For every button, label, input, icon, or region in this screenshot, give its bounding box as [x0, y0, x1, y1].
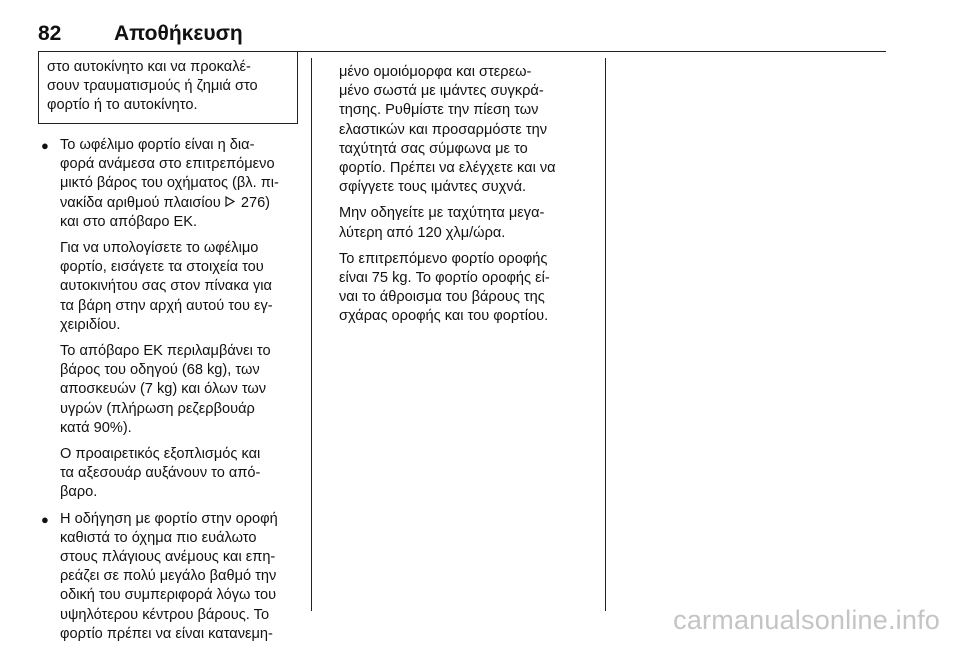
- column-divider: [311, 58, 312, 611]
- text-line: Ο προαιρετικός εξοπλισμός και: [60, 446, 261, 463]
- text-line: μικτό βάρος του οχήματος (βλ. πι-: [60, 175, 279, 192]
- paragraph-optional-equipment: [60, 445, 300, 503]
- text-line: φορτίο, εισάγετε τα στοιχεία του: [60, 259, 264, 276]
- text-line: τησης. Ρυθμίστε την πίεση των: [339, 102, 539, 119]
- paragraph-roof-load-limit: [339, 250, 597, 327]
- text-line: χειριδίου.: [60, 316, 121, 333]
- right-column: [339, 63, 597, 334]
- watermark: carmanualsonline.info: [673, 605, 940, 635]
- text-line: τα αξεσουάρ αυξάνουν το από-: [60, 465, 261, 482]
- page-reference-arrow-icon: [225, 194, 235, 213]
- left-column: [38, 136, 300, 651]
- text-line: μένο ομοιόμορφα και στερεω-: [339, 64, 532, 80]
- text-line: Για να υπολογίσετε το ωφέλιμο: [60, 240, 259, 257]
- text-line: Το επιτρεπόμενο φορτίο οροφής: [339, 250, 548, 267]
- text-line: στους πλάγιους ανέμους και επη-: [60, 549, 276, 566]
- text-line: κατά 90%).: [60, 419, 132, 436]
- text-line: νακίδα αριθμού πλαισίου: [60, 194, 221, 211]
- text-line: ταχύτητά σας σύμφωνα με το: [339, 140, 528, 157]
- bullet-item-payload: [38, 136, 300, 503]
- text-line: φορά ανάμεσα στο επιτρεπόμενο: [60, 156, 275, 173]
- warning-line: φορτίο ή το αυτοκίνητο.: [47, 97, 198, 114]
- text-line: οδική του συμπεριφορά λόγω του: [60, 587, 277, 604]
- bullet-item-roof-load: [38, 510, 300, 644]
- text-line: λύτερη από 120 χλμ/ώρα.: [339, 224, 506, 241]
- text-line: τα βάρη στην αρχή αυτού του εγ-: [60, 297, 273, 314]
- text-line: και στο απόβαρο ΕΚ.: [60, 213, 198, 230]
- text-line: σχάρας οροφής και του φορτίου.: [339, 308, 549, 325]
- text-line: ελαστικών και προσαρμόστε την: [339, 121, 548, 138]
- text-line: φορτίο. Πρέπει να ελέγχετε και να: [339, 160, 556, 177]
- text-line: ρεάζει σε πολύ μεγάλο βαθμό την: [60, 568, 277, 585]
- text-line: Το ωφέλιμο φορτίο είναι η δια-: [60, 137, 255, 153]
- paragraph-roof-load-driving: [60, 510, 300, 644]
- text-line: Το απόβαρο ΕΚ περιλαμβάνει το: [60, 343, 271, 360]
- warning-line: στο αυτοκίνητο και να προκαλέ-: [47, 59, 251, 75]
- page-header: [38, 22, 886, 52]
- column-divider: [605, 58, 606, 611]
- text-line: βάρος του οδηγού (68 kg), των: [60, 362, 260, 379]
- text-line: βαρο.: [60, 484, 98, 501]
- bullet-icon: ●: [41, 511, 49, 527]
- text-line: αποσκευών (7 kg) και όλων των: [60, 381, 267, 398]
- text-line: αυτοκινήτου σας στον πίνακα για: [60, 278, 272, 295]
- page-reference[interactable]: 276): [236, 194, 271, 211]
- text-line: σφίγγετε τους ιμάντες συχνά.: [339, 179, 527, 196]
- text-line: ναι το άθροισμα του βάρους της: [339, 289, 545, 306]
- text-line: μένο σωστά με ιμάντες συγκρά-: [339, 83, 544, 100]
- paragraph-kerb-weight: [60, 342, 300, 438]
- section-title: Αποθήκευση: [114, 22, 243, 45]
- text-line: είναι 75 kg. Το φορτίο οροφής εί-: [339, 270, 550, 287]
- text-line: καθιστά το όχημα πιο ευάλωτο: [60, 529, 257, 546]
- text-line: υγρών (πλήρωση ρεζερβουάρ: [60, 400, 255, 417]
- warning-box-continuation: [38, 52, 298, 124]
- paragraph-payload-definition: [60, 136, 300, 232]
- text-line: φορτίο πρέπει να είναι κατανεμη-: [60, 625, 273, 642]
- paragraph-load-distribution: [339, 63, 597, 197]
- page-number: 82: [38, 22, 62, 45]
- text-line: Μην οδηγείτε με ταχύτητα μεγα-: [339, 205, 545, 222]
- paragraph-speed-limit: [339, 204, 597, 242]
- bullet-icon: ●: [41, 138, 49, 153]
- paragraph-payload-calculation: [60, 239, 300, 335]
- text-line: υψηλότερου κέντρου βάρους. Το: [60, 606, 270, 623]
- text-line: Η οδήγηση με φορτίο στην οροφή: [60, 510, 278, 527]
- warning-line: σουν τραυματισμούς ή ζημιά στο: [47, 78, 258, 95]
